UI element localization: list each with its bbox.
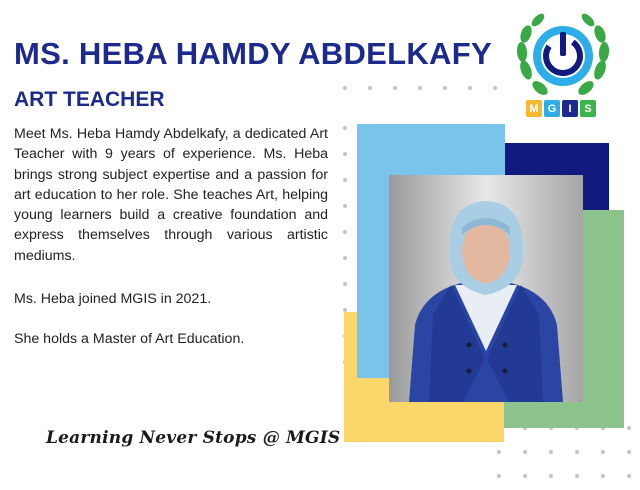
joined-text: Ms. Heba joined MGIS in 2021. [14, 291, 212, 307]
decor-dot [393, 86, 397, 90]
decor-dot [575, 474, 579, 478]
decor-dot [523, 450, 527, 454]
teacher-photo [389, 175, 583, 402]
teacher-role: ART TEACHER [14, 88, 165, 111]
decor-dot [343, 126, 347, 130]
decor-dot [497, 474, 501, 478]
decor-dot [549, 450, 553, 454]
decor-dot [343, 86, 347, 90]
decor-dot [368, 86, 372, 90]
decor-dot [523, 474, 527, 478]
decor-dot [343, 204, 347, 208]
decor-dot [343, 178, 347, 182]
tagline: Learning Never Stops @ MGIS [46, 428, 341, 448]
decor-dot [418, 86, 422, 90]
decor-dot [468, 86, 472, 90]
logo-letter-m: M [526, 100, 542, 117]
decorative-dots-bottom [497, 426, 631, 478]
decorative-dots-top [343, 86, 497, 90]
decor-dot [575, 450, 579, 454]
decor-dot [497, 450, 501, 454]
logo-letter-s: S [580, 100, 596, 117]
logo-letter-i: I [562, 100, 578, 117]
decor-dot [627, 426, 631, 430]
teacher-bio: Meet Ms. Heba Hamdy Abdelkafy, a dedicated Art Teacher with 9 years of experience. Ms. Heba brings strong subject expertise and a passion for art education to her role. She teaches Art, helping young learners build a creative foundation and express themselves through various artistic mediums. [14, 126, 328, 264]
decor-dot [493, 86, 497, 90]
decor-dot [601, 450, 605, 454]
decor-dot [549, 474, 553, 478]
decor-dot [627, 450, 631, 454]
teacher-name: MS. HEBA HAMDY ABDELKAFY [14, 36, 492, 71]
decor-dot [601, 474, 605, 478]
mgis-letter-tiles [526, 100, 596, 117]
decor-dot [343, 256, 347, 260]
decor-dot [343, 230, 347, 234]
logo-letter-g: G [544, 100, 560, 117]
decor-dot [627, 474, 631, 478]
decor-dot [443, 86, 447, 90]
decor-dot [343, 282, 347, 286]
degree-text: She holds a Master of Art Education. [14, 331, 245, 347]
decor-dot [343, 152, 347, 156]
